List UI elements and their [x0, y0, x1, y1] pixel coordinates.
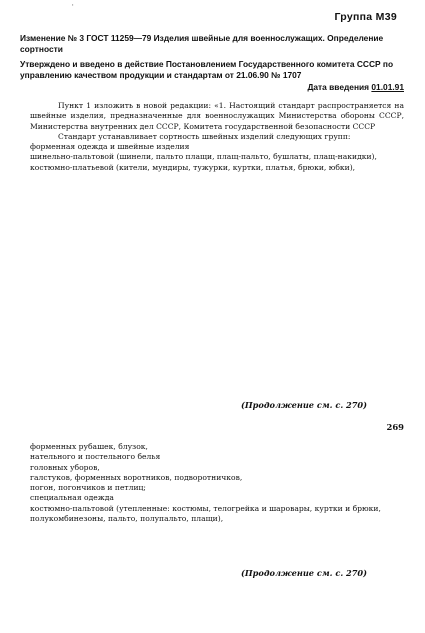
- list-item: костюмно-платьевой (кители, мундиры, тужурки, куртки, платья, брюки, юбки),: [30, 162, 356, 172]
- list-item: костюмно-пальтовой (утепленные: костюмы, телогрейка и шаровары, куртки и брюки, полукомбинезоны, пальто, полупальто, плащи),: [30, 503, 381, 524]
- change-title: Изменение № 3 ГОСТ 11259—79 Изделия швейные для военнослужащих. Определение сортности: [20, 33, 384, 54]
- list-item: форменных рубашек, блузок,: [30, 442, 148, 451]
- effective-date: [307, 82, 404, 92]
- continuation-note-2: (Продолжение см. с. 270): [241, 568, 367, 578]
- document-body: [30, 101, 404, 173]
- group-label: Группа М39: [334, 11, 397, 23]
- paragraph-2: Стандарт устанавливает сортность швейных изделий следующих групп:: [58, 131, 351, 141]
- effective-date-label: Дата введения: [307, 82, 372, 92]
- list-item: нательного и постельного белья: [30, 452, 161, 462]
- list-item: головных уборов,: [30, 462, 100, 472]
- approval-statement: Утверждено и введено в действие Постановлением Государственного комитета СССР по управлению качеством продукции и стандартам от 21.06.90 № 1707: [20, 59, 394, 80]
- list-item: шинельно-пальтовой (шинели, пальто плащи, плащ-пальто, бушлаты, плащ-накидки),: [30, 152, 377, 162]
- scan-mark: ': [72, 4, 74, 11]
- document-body-2: [30, 442, 404, 524]
- list-item: специальная одежда: [30, 493, 114, 503]
- paragraph-1: Пункт 1 изложить в новой редакции: «1. Настоящий стандарт распространяется на швейные изделия, предназначенные для военнослужащих Министерства обороны СССР, Министерства внутренних дел СССР, Комитета государственной безопасности СССР: [30, 101, 404, 131]
- list-item: галстуков, форменных воротников, подворотничков,: [30, 472, 243, 482]
- effective-date-value: 01.01.91: [371, 82, 404, 92]
- list-item: форменная одежда и швейные изделия: [30, 142, 190, 152]
- continuation-note-1: (Продолжение см. с. 270): [241, 400, 367, 410]
- list-item: погон, погончиков и петлиц;: [30, 483, 146, 493]
- page-number: 269: [386, 422, 404, 432]
